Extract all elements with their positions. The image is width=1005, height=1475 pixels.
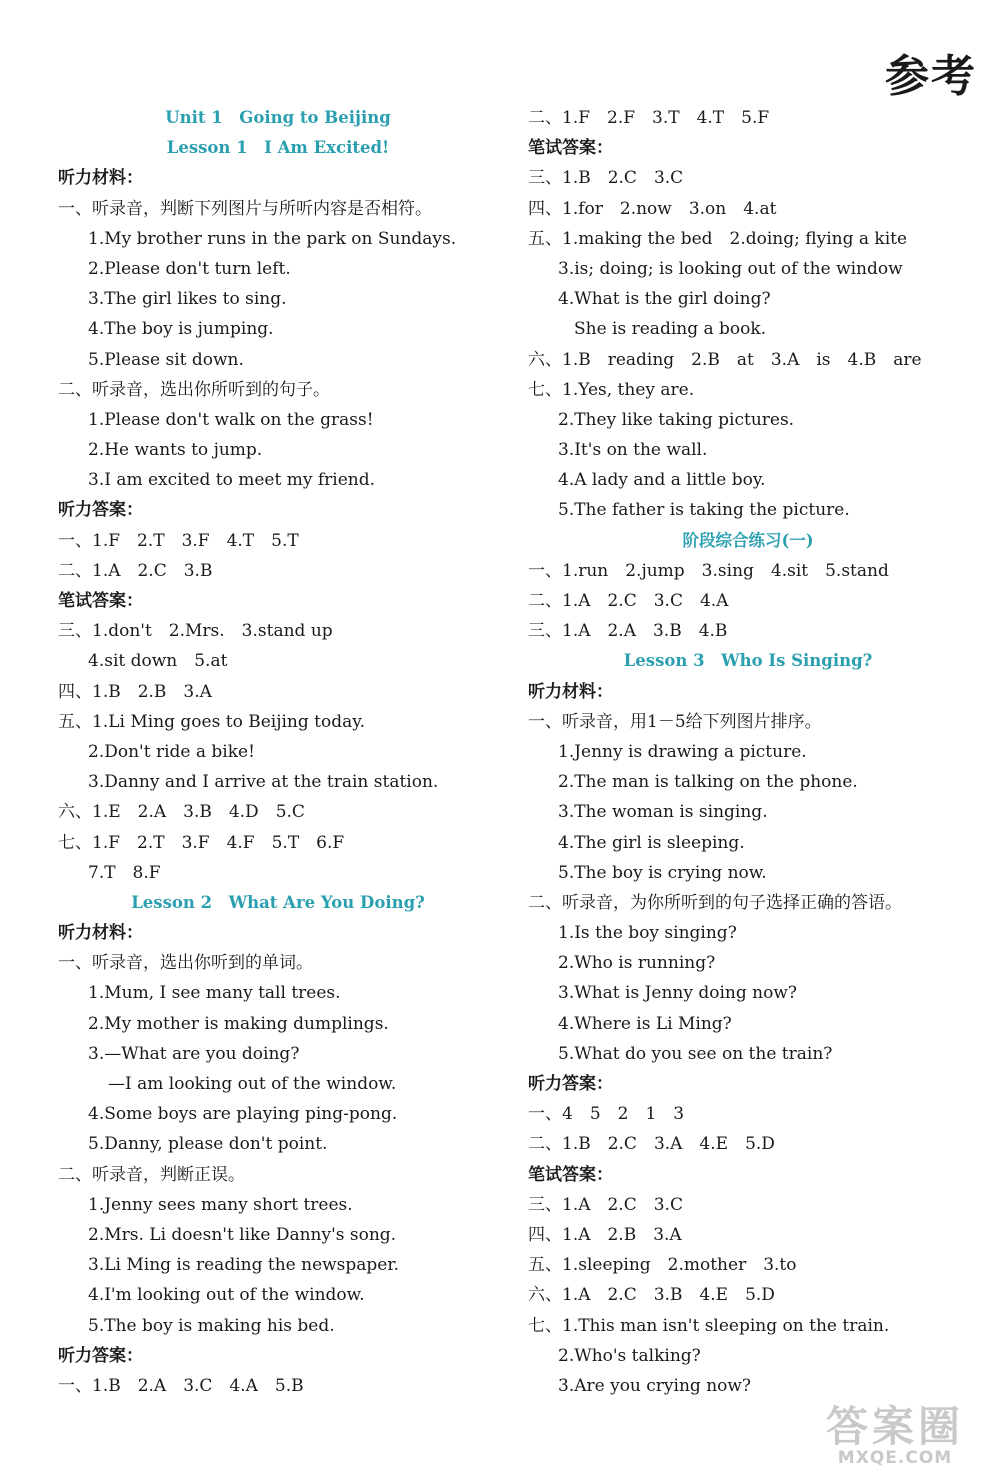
text-line: 四、1.for 2.now 3.on 4.at: [528, 198, 777, 219]
text-line: 5.The boy is crying now.: [558, 862, 767, 883]
section-label: 听力材料：: [58, 923, 143, 944]
section-label: 笔试答案：: [528, 138, 613, 159]
text-line: 二、1.B 2.C 3.A 4.E 5.D: [528, 1134, 775, 1155]
text-line: 7.T 8.F: [88, 862, 161, 883]
text-line: 3.The woman is singing.: [558, 802, 768, 823]
text-line: 2.Don't ride a bike!: [88, 741, 255, 762]
text-line: 1.Please don't walk on the grass!: [88, 409, 374, 430]
watermark-text: 答案圈: [825, 1402, 964, 1451]
text-line: 4.The girl is sleeping.: [558, 832, 745, 853]
text-line: 4.Some boys are playing ping-pong.: [88, 1104, 398, 1125]
text-line: 3.Li Ming is reading the newspaper.: [88, 1255, 400, 1276]
text-line: 2.Who is running?: [558, 953, 716, 974]
section-title: 阶段综合练习(一): [682, 530, 814, 550]
text-line: 2.Mrs. Li doesn't like Danny's song.: [88, 1224, 397, 1245]
text-line: 一、1.run 2.jump 3.sing 4.sit 5.stand: [528, 560, 889, 581]
text-line: 五、1.making the bed 2.doing; flying a kite: [528, 228, 908, 249]
text-line: 二、听录音，选出你所听到的句子。: [58, 379, 330, 400]
section-label: 听力材料：: [58, 168, 143, 189]
text-line: 5.Please sit down.: [88, 349, 244, 370]
text-line: 七、1.This man isn't sleeping on the train.: [528, 1315, 890, 1336]
text-line: 三、1.B 2.C 3.C: [528, 168, 684, 189]
text-line: 五、1.Li Ming goes to Beijing today.: [58, 711, 365, 732]
section-title: Lesson 3 Who Is Singing?: [623, 651, 873, 671]
text-line: 三、1.A 2.C 3.C: [528, 1194, 683, 1215]
text-line: 3.It's on the wall.: [558, 440, 708, 461]
text-line: 四、1.A 2.B 3.A: [528, 1224, 682, 1245]
text-line: She is reading a book.: [574, 319, 767, 340]
section-label: 笔试答案：: [58, 591, 143, 611]
text-line: 4.I'm looking out of the window.: [88, 1285, 365, 1306]
text-line: 二、听录音，为你所听到的句子选择正确的答语。: [528, 892, 902, 913]
text-line: 3.The girl likes to sing.: [88, 289, 287, 310]
text-line: 一、听录音，判断下列图片与所听内容是否相符。: [58, 198, 432, 219]
section-title: Unit 1 Going to Beijing: [165, 108, 391, 127]
text-line: 五、1.sleeping 2.mother 3.to: [528, 1255, 797, 1276]
text-line: 三、1.A 2.A 3.B 4.B: [528, 621, 728, 642]
section-title: Lesson 2 What Are You Doing?: [131, 892, 425, 912]
text-line: 一、听录音，选出你听到的单词。: [58, 953, 313, 974]
text-line: 4.Where is Li Ming?: [558, 1013, 732, 1034]
text-line: 1.Jenny is drawing a picture.: [558, 741, 807, 762]
text-line: 六、1.A 2.C 3.B 4.E 5.D: [528, 1285, 775, 1306]
section-label: 听力材料：: [528, 681, 613, 702]
section-title: Lesson 1 I Am Excited!: [166, 138, 390, 158]
text-line: 3.Are you crying now?: [558, 1375, 752, 1396]
text-line: 三、1.don't 2.Mrs. 3.stand up: [58, 621, 333, 642]
text-line: 六、1.E 2.A 3.B 4.D 5.C: [58, 802, 305, 823]
text-line: 2.He wants to jump.: [88, 440, 263, 461]
text-line: 六、1.B reading 2.B at 3.A is 4.B are: [528, 349, 922, 370]
text-line: 四、1.B 2.B 3.A: [58, 681, 212, 702]
text-line: 一、4 5 2 1 3: [528, 1104, 685, 1125]
page-heading: 参考: [885, 51, 977, 102]
text-line: 2.Please don't turn left.: [88, 258, 291, 279]
text-line: 3.What is Jenny doing now?: [558, 983, 797, 1004]
text-line: 3.is; doing; is looking out of the window: [558, 258, 903, 279]
text-line: 2.Who's talking?: [558, 1345, 701, 1366]
text-line: 七、1.Yes, they are.: [528, 379, 695, 400]
text-line: 4.sit down 5.at: [88, 651, 228, 672]
text-line: 2.My mother is making dumplings.: [88, 1013, 389, 1034]
text-line: 一、1.F 2.T 3.F 4.T 5.T: [58, 530, 299, 551]
left-column: [58, 103, 498, 1401]
text-line: —I am looking out of the window.: [108, 1074, 397, 1094]
text-line: 二、1.A 2.C 3.B: [58, 560, 213, 581]
text-line: 4.The boy is jumping.: [88, 319, 274, 340]
watermark-url: MXQE.COM: [837, 1448, 953, 1468]
text-line: 二、1.F 2.F 3.T 4.T 5.F: [528, 108, 770, 128]
text-line: 二、听录音，判断正误。: [58, 1164, 245, 1185]
text-line: 一、1.B 2.A 3.C 4.A 5.B: [58, 1375, 304, 1396]
text-line: 七、1.F 2.T 3.F 4.F 5.T 6.F: [58, 832, 345, 853]
text-line: 1.Is the boy singing?: [558, 923, 737, 944]
text-line: 1.Jenny sees many short trees.: [88, 1194, 353, 1215]
text-line: 5.The boy is making his bed.: [88, 1315, 335, 1336]
text-line: 一、听录音，用1－5给下列图片排序。: [528, 711, 822, 732]
text-line: 4.A lady and a little boy.: [558, 470, 766, 491]
text-line: 5.The father is taking the picture.: [558, 500, 850, 521]
text-line: 4.What is the girl doing?: [558, 289, 771, 310]
text-line: 2.The man is talking on the phone.: [558, 772, 858, 793]
text-line: 二、1.A 2.C 3.C 4.A: [528, 591, 729, 611]
text-line: 1.My brother runs in the park on Sundays.: [88, 228, 457, 249]
text-line: 2.They like taking pictures.: [558, 409, 795, 430]
section-label: 听力答案：: [528, 1074, 613, 1094]
section-label: 听力答案：: [58, 1345, 143, 1366]
text-line: 1.Mum, I see many tall trees.: [88, 983, 341, 1004]
section-label: 听力答案：: [58, 500, 143, 521]
right-column: [528, 103, 968, 1401]
section-label: 笔试答案：: [528, 1164, 613, 1185]
text-line: 5.What do you see on the train?: [558, 1043, 833, 1064]
text-line: 3.I am excited to meet my friend.: [88, 470, 376, 491]
text-line: 3.Danny and I arrive at the train station.: [88, 772, 439, 793]
watermark-logo: [795, 1402, 995, 1468]
text-line: 3.—What are you doing?: [88, 1043, 300, 1064]
text-line: 5.Danny, please don't point.: [88, 1134, 328, 1155]
